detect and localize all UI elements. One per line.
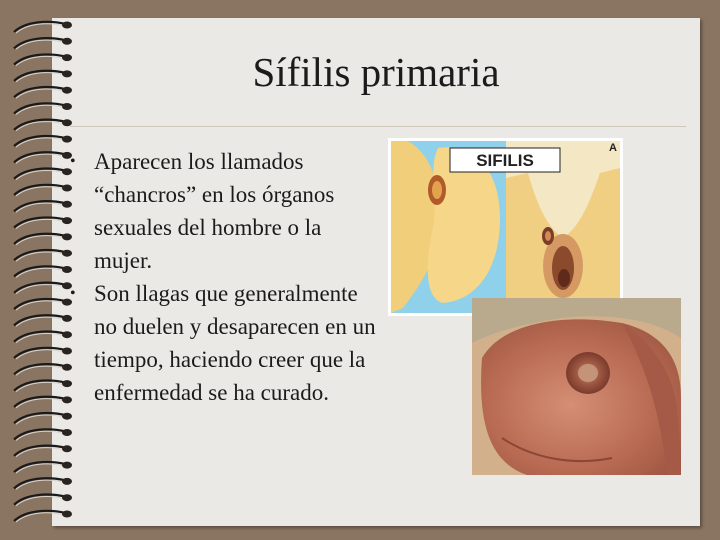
bullet-dot-icon: • xyxy=(70,153,76,170)
illustration-label: SIFILIS xyxy=(476,151,534,170)
syphilis-illustration xyxy=(388,138,623,316)
bullet-list xyxy=(64,145,382,409)
bullet-item xyxy=(64,277,382,409)
bullet-text: Aparecen los llamados “chancros” en los órganos sexuales del hombre o la mujer. xyxy=(94,149,335,273)
illustration-corner-letter: A xyxy=(609,142,617,154)
bullet-text: Son llagas que generalmente no duelen y desaparecen en un tiempo, haciendo creer que la enfermedad se ha curado. xyxy=(94,281,376,405)
title-divider xyxy=(70,126,686,127)
chancre-photo xyxy=(472,298,681,475)
bullet-dot-icon: • xyxy=(70,285,76,302)
page-title: Sífilis primaria xyxy=(252,49,500,95)
bullet-item xyxy=(64,145,382,277)
